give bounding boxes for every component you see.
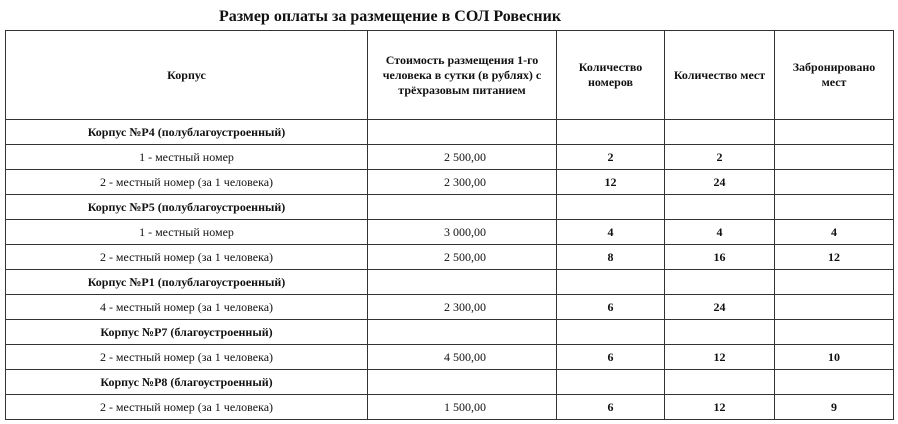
room-price: 3 000,00 bbox=[368, 220, 557, 245]
room-type: 1 - местный номер bbox=[6, 220, 368, 245]
header-booked: Забронировано мест bbox=[775, 31, 894, 120]
group-row bbox=[6, 370, 894, 395]
table-row bbox=[6, 345, 894, 370]
place-count: 12 bbox=[665, 345, 775, 370]
table-row bbox=[6, 395, 894, 420]
booked-count bbox=[775, 295, 894, 320]
booked-count: 12 bbox=[775, 245, 894, 270]
group-row bbox=[6, 120, 894, 145]
group-name: Корпус №Р5 (полублагоустроенный) bbox=[6, 195, 368, 220]
room-price: 1 500,00 bbox=[368, 395, 557, 420]
room-count: 2 bbox=[557, 145, 665, 170]
room-count: 8 bbox=[557, 245, 665, 270]
room-count: 4 bbox=[557, 220, 665, 245]
table-row bbox=[6, 295, 894, 320]
room-type: 2 - местный номер (за 1 человека) bbox=[6, 245, 368, 270]
room-type: 2 - местный номер (за 1 человека) bbox=[6, 345, 368, 370]
group-name: Корпус №Р7 (благоустроенный) bbox=[6, 320, 368, 345]
place-count: 2 bbox=[665, 145, 775, 170]
room-count: 6 bbox=[557, 395, 665, 420]
place-count: 12 bbox=[665, 395, 775, 420]
room-type: 2 - местный номер (за 1 человека) bbox=[6, 395, 368, 420]
place-count: 16 bbox=[665, 245, 775, 270]
place-count: 4 bbox=[665, 220, 775, 245]
page-title: Размер оплаты за размещение в СОЛ Ровесник bbox=[218, 8, 562, 25]
place-count: 24 bbox=[665, 170, 775, 195]
booked-count bbox=[775, 145, 894, 170]
table-row bbox=[6, 170, 894, 195]
header-rooms: Количество номеров bbox=[557, 31, 665, 120]
group-row bbox=[6, 270, 894, 295]
place-count: 24 bbox=[665, 295, 775, 320]
header-price: Стоимость размещения 1-го человека в сутки (в рублях) с трёхразовым питанием bbox=[368, 31, 557, 120]
group-row bbox=[6, 320, 894, 345]
room-type: 2 - местный номер (за 1 человека) bbox=[6, 170, 368, 195]
room-type: 4 - местный номер (за 1 человека) bbox=[6, 295, 368, 320]
booked-count: 10 bbox=[775, 345, 894, 370]
room-price: 2 300,00 bbox=[368, 295, 557, 320]
header-building: Корпус bbox=[6, 31, 368, 120]
group-name: Корпус №Р1 (полублагоустроенный) bbox=[6, 270, 368, 295]
group-name: Корпус №Р8 (благоустроенный) bbox=[6, 370, 368, 395]
group-name: Корпус №Р4 (полублагоустроенный) bbox=[6, 120, 368, 145]
table-row bbox=[6, 245, 894, 270]
table-row bbox=[6, 145, 894, 170]
room-count: 6 bbox=[557, 295, 665, 320]
booked-count: 4 bbox=[775, 220, 894, 245]
header-places: Количество мест bbox=[665, 31, 775, 120]
header-row bbox=[6, 31, 894, 120]
room-count: 12 bbox=[557, 170, 665, 195]
room-price: 2 500,00 bbox=[368, 145, 557, 170]
pricing-table bbox=[5, 30, 894, 420]
room-count: 6 bbox=[557, 345, 665, 370]
booked-count: 9 bbox=[775, 395, 894, 420]
room-price: 2 500,00 bbox=[368, 245, 557, 270]
table-row bbox=[6, 220, 894, 245]
room-price: 4 500,00 bbox=[368, 345, 557, 370]
room-type: 1 - местный номер bbox=[6, 145, 368, 170]
room-price: 2 300,00 bbox=[368, 170, 557, 195]
booked-count bbox=[775, 170, 894, 195]
group-row bbox=[6, 195, 894, 220]
